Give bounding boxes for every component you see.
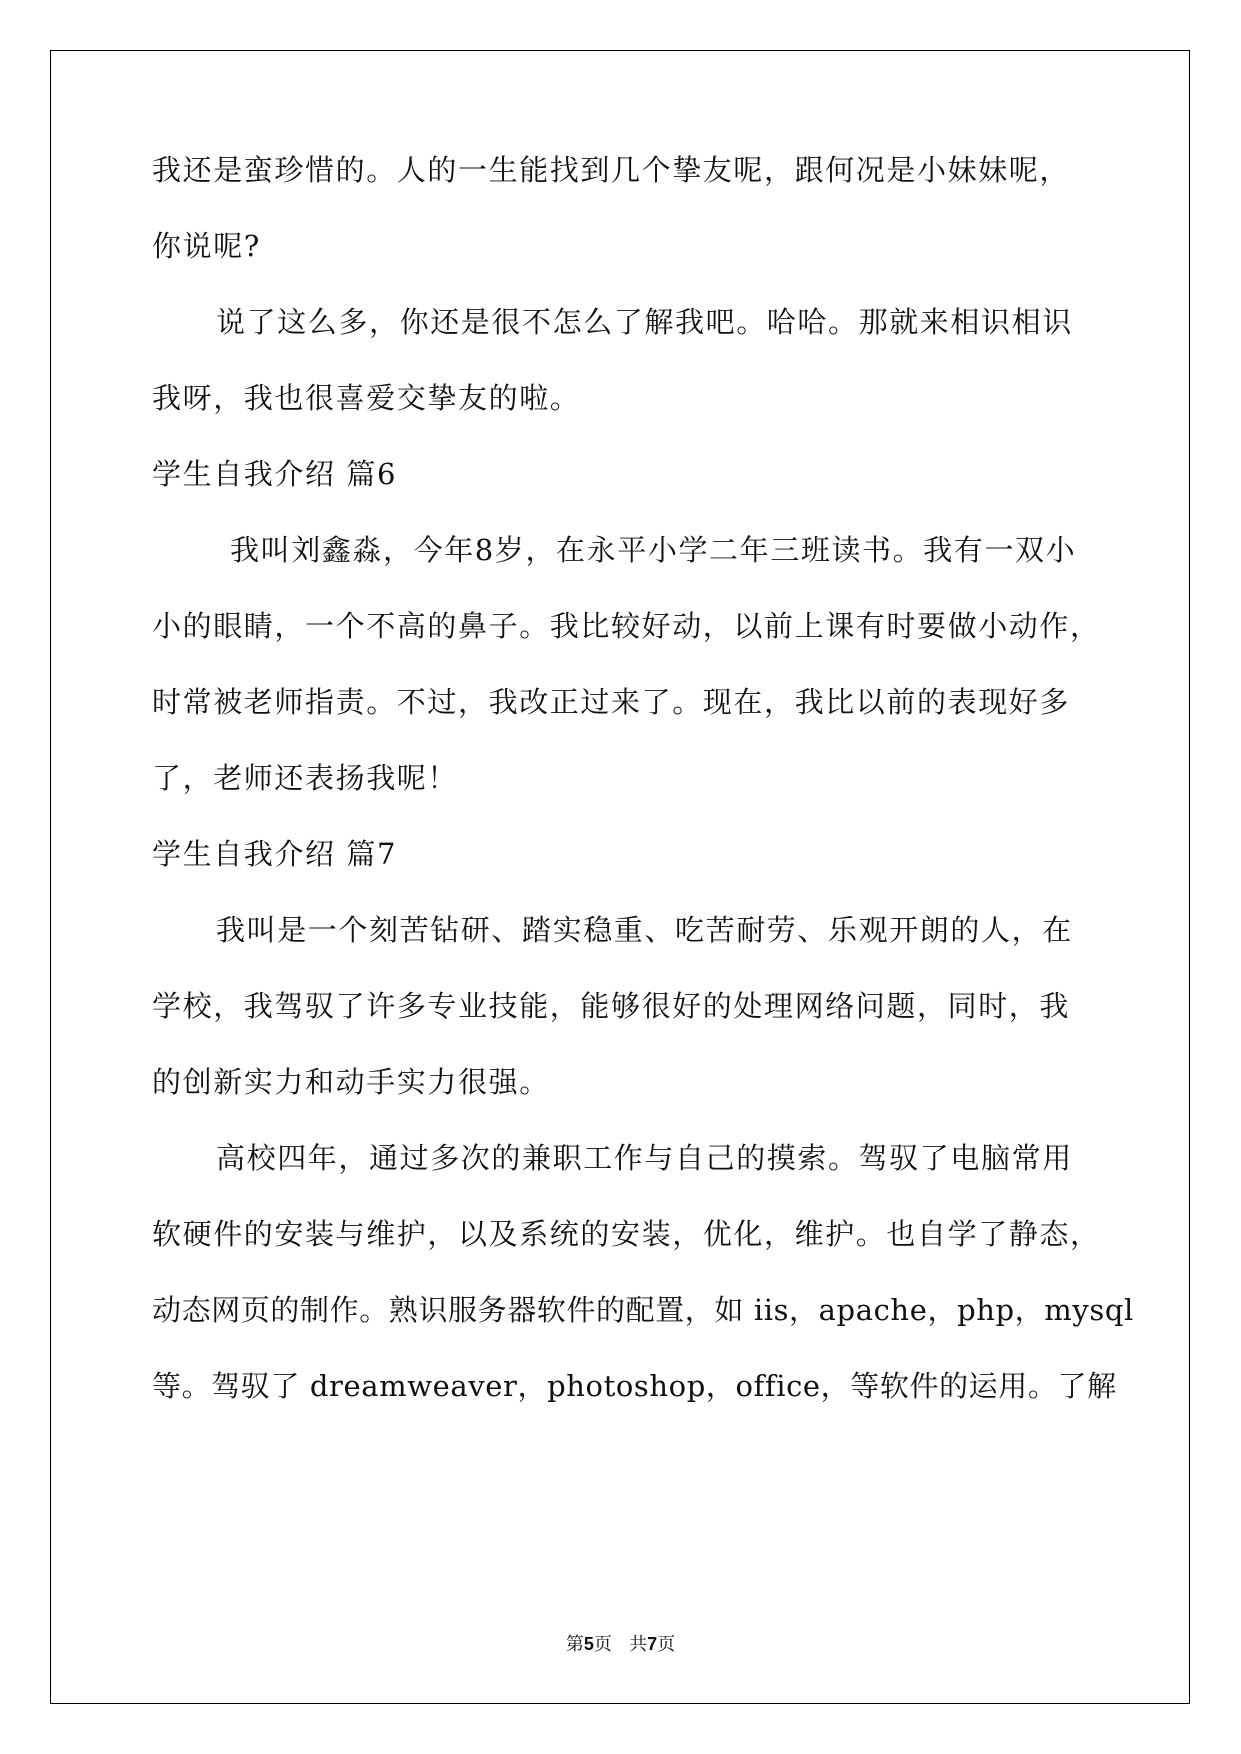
page-suffix: 页 xyxy=(657,1634,676,1655)
page-border xyxy=(50,50,1190,1704)
paragraph-line: 你说呢? xyxy=(152,229,261,263)
page-number-footer xyxy=(0,1632,1241,1657)
paragraph-line: 我呀，我也很喜爱交挚友的啦。 xyxy=(152,381,581,415)
paragraph-line: 的创新实力和动手实力很强。 xyxy=(152,1065,550,1099)
page-middle-text: 页 共 xyxy=(593,1634,648,1655)
paragraph-line: 小的眼睛，一个不高的鼻子。我比较好动，以前上课有时要做小动作， xyxy=(152,609,1101,643)
paragraph-line: 了，老师还表扬我呢！ xyxy=(152,761,459,795)
page-prefix: 第 xyxy=(565,1634,584,1655)
paragraph-line: 我叫是一个刻苦钻研、踏实稳重、吃苦耐劳、乐观开朗的人，在 xyxy=(216,913,1073,947)
paragraph-line: 学校，我驾驭了许多专业技能，能够很好的处理网络问题，同时，我 xyxy=(152,989,1071,1023)
paragraph-line: 高校四年，通过多次的兼职工作与自己的摸索。驾驭了电脑常用 xyxy=(216,1141,1073,1175)
total-page-number: 7 xyxy=(647,1634,658,1654)
paragraph-line: 软硬件的安装与维护，以及系统的安装，优化，维护。也自学了静态， xyxy=(152,1217,1101,1251)
current-page-number: 5 xyxy=(583,1634,594,1654)
section-heading: 学生自我介绍 篇6 xyxy=(152,457,398,491)
paragraph-line: 时常被老师指责。不过，我改正过来了。现在，我比以前的表现好多 xyxy=(152,685,1071,719)
paragraph-line: 说了这么多，你还是很不怎么了解我吧。哈哈。那就来相识相识 xyxy=(216,305,1073,339)
paragraph-line: 我叫刘鑫淼，今年8岁，在永平小学二年三班读书。我有一双小 xyxy=(230,533,1077,567)
paragraph-line: 动态网页的制作。熟识服务器软件的配置，如 iis，apache，php，mysql xyxy=(152,1293,1134,1327)
section-heading: 学生自我介绍 篇7 xyxy=(152,837,398,871)
paragraph-line: 我还是蛮珍惜的。人的一生能找到几个挚友呢，跟何况是小妹妹呢， xyxy=(152,153,1071,187)
paragraph-line: 等。驾驭了 dreamweaver，photoshop，office，等软件的运用。了解 xyxy=(152,1369,1117,1403)
